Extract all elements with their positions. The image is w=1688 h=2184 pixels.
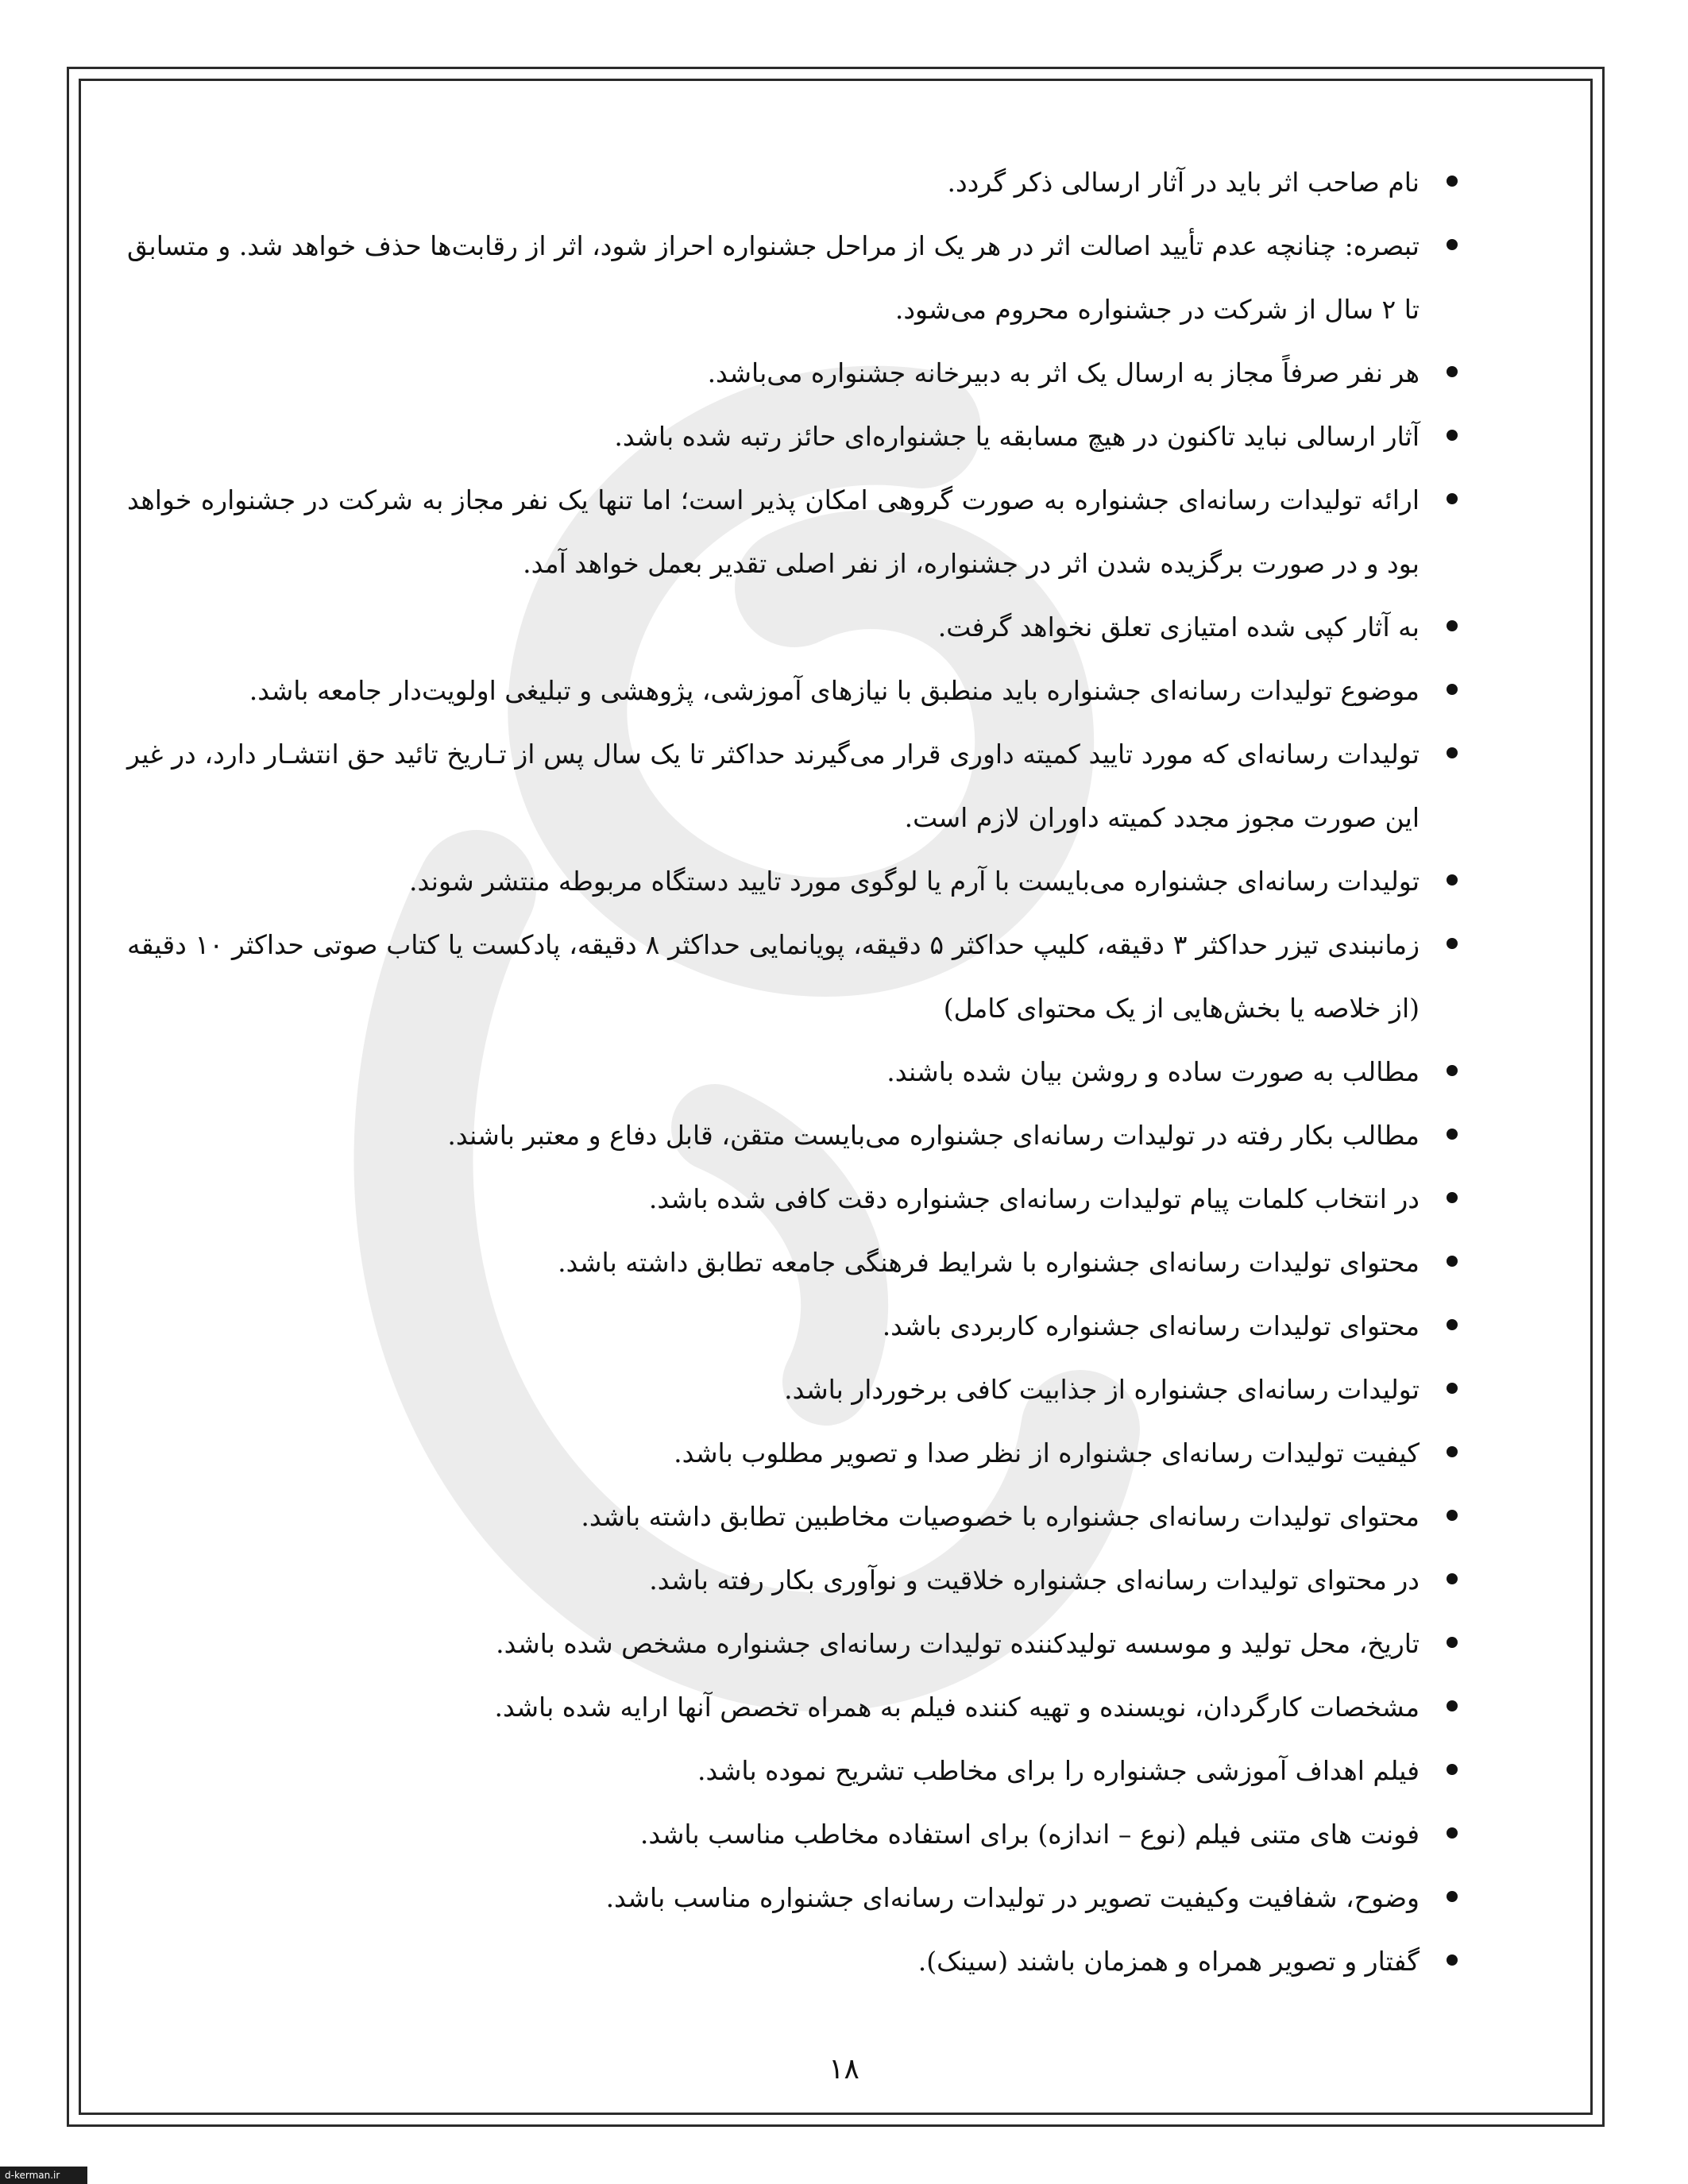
list-item-text: ارائه تولیدات رسانه‌ای جشنواره به صورت گروهی امکان پذیر است؛ اما تنها یک نفر مجاز به شرکت در جشنواره خواهد بود و در صورت برگزیده شدن اثر در جشنواره، از نفر اصلی تقدیر بعمل خواهد آمد. (127, 484, 1420, 579)
list-item (127, 1739, 1458, 1803)
bullet-icon (1447, 1256, 1458, 1267)
bullet-icon (1447, 1510, 1458, 1521)
list-item-text: فیلم اهداف آموزشی جشنواره را برای مخاطب تشریح نموده باشد. (697, 1755, 1420, 1786)
list-item (127, 1866, 1458, 1930)
list-item (127, 1231, 1458, 1295)
list-item-text: نام صاحب اثر باید در آثار ارسالی ذکر گردد. (947, 167, 1420, 198)
bullet-icon (1447, 430, 1458, 441)
list-item (127, 1676, 1458, 1739)
site-badge: d-kerman.ir (0, 2167, 87, 2184)
list-item-text: گفتار و تصویر همراه و همزمان باشند (سینک). (917, 1946, 1420, 1977)
bullet-icon (1447, 1129, 1458, 1140)
list-item-text: تولیدات رسانه‌ای که مورد تایید کمیته داوری قرار می‌گیرند حداکثر تا یک سال پس از تـاریخ تائید حق انتشـار دارد، در غیر این صورت مجوز مجدد کمیته داوران لازم است. (127, 739, 1420, 833)
list-item (127, 1167, 1458, 1231)
list-item-text: تولیدات رسانه‌ای جشنواره از جذابیت کافی برخوردار باشد. (784, 1374, 1420, 1405)
bullet-icon (1447, 1764, 1458, 1775)
list-item-text: محتوای تولیدات رسانه‌ای جشنواره کاربردی باشد. (882, 1310, 1420, 1341)
list-item-text: زمانبندی تیزر حداکثر ۳ دقیقه، کلیپ حداکثر ۵ دقیقه، پویانمایی حداکثر ۸ دقیقه، پادکست یا کتاب صوتی حداکثر ۱۰ دقیقه (از خلاصه یا بخش‌هایی از یک محتوای کامل) (127, 929, 1420, 1024)
page-number: ۱۸ (829, 2053, 859, 2086)
bullet-icon (1447, 239, 1458, 250)
bullet-icon (1447, 1192, 1458, 1203)
bullet-icon (1447, 1446, 1458, 1457)
bullet-icon (1447, 1637, 1458, 1648)
bullet-icon (1447, 1700, 1458, 1711)
list-item-text: کیفیت تولیدات رسانه‌ای جشنواره از نظر صدا و تصویر مطلوب باشد. (674, 1437, 1420, 1468)
list-item (127, 850, 1458, 913)
list-item-text: مطالب بکار رفته در تولیدات رسانه‌ای جشنواره می‌بایست متقن، قابل دفاع و معتبر باشند. (447, 1120, 1420, 1151)
list-item (127, 723, 1458, 850)
list-item-text: در انتخاب کلمات پیام تولیدات رسانه‌ای جشنواره دقت کافی شده باشد. (648, 1183, 1420, 1214)
bullet-icon (1447, 176, 1458, 187)
bullet-icon (1447, 1954, 1458, 1966)
list-item (127, 1104, 1458, 1167)
list-item-text: آثار ارسالی نباید تاکنون در هیچ مسابقه یا جشنواره‌ای حائز رتبه شده باشد. (614, 421, 1420, 452)
list-item (127, 1040, 1458, 1104)
list-item-text: هر نفر صرفاً مجاز به ارسال یک اثر به دبیرخانه جشنواره می‌باشد. (707, 357, 1420, 388)
list-item (127, 1549, 1458, 1612)
list-item-text: به آثار کپی شده امتیازی تعلق نخواهد گرفت. (937, 612, 1420, 642)
bullet-icon (1447, 1319, 1458, 1330)
list-item (127, 913, 1458, 1040)
list-item (127, 341, 1458, 405)
list-item-text: فونت های متنی فیلم (نوع – اندازه) برای استفاده مخاطب مناسب باشد. (639, 1819, 1420, 1850)
list-item (127, 1612, 1458, 1676)
list-item-text: محتوای تولیدات رسانه‌ای جشنواره با خصوصیات مخاطبین تطابق داشته باشد. (581, 1501, 1420, 1532)
list-item-text: تبصره: چنانچه عدم تأیید اصالت اثر در هر یک از مراحل جشنواره احراز شود، اثر از رقابت‌ها حذف خواهد شد. و متسابق تا ۲ سال از شرکت در جشنواره محروم می‌شود. (127, 230, 1420, 325)
bullet-icon (1447, 1827, 1458, 1839)
list-item-text: در محتوای تولیدات رسانه‌ای جشنواره خلاقیت و نوآوری بکار رفته باشد. (649, 1565, 1420, 1596)
list-item (127, 1803, 1458, 1866)
bullet-icon (1447, 874, 1458, 886)
list-item (127, 1930, 1458, 1993)
list-item (127, 659, 1458, 723)
list-item (127, 1295, 1458, 1358)
bullet-icon (1447, 493, 1458, 504)
list-item (127, 1358, 1458, 1422)
list-item (127, 1485, 1458, 1549)
list-item (127, 596, 1458, 659)
list-item-text: موضوع تولیدات رسانه‌ای جشنواره باید منطبق با نیازهای آموزشی، پژوهشی و تبلیغی اولویت‌دار جامعه باشد. (249, 675, 1420, 706)
bullet-icon (1447, 1573, 1458, 1584)
list-item (127, 151, 1458, 214)
list-item (127, 405, 1458, 469)
bullet-icon (1447, 1383, 1458, 1394)
list-item-text: وضوح، شفافیت وکیفیت تصویر در تولیدات رسانه‌ای جشنواره مناسب باشد. (605, 1882, 1420, 1913)
list-item-text: محتوای تولیدات رسانه‌ای جشنواره با شرایط فرهنگی جامعه تطابق داشته باشد. (558, 1247, 1420, 1278)
list-item-text: مشخصات کارگردان، نویسنده و تهیه کننده فیلم به همراه تخصص آنها ارایه شده باشد. (494, 1692, 1420, 1723)
list-item-text: تولیدات رسانه‌ای جشنواره می‌بایست با آرم یا لوگوی مورد تایید دستگاه مربوطه منتشر شوند. (408, 866, 1420, 897)
bullet-icon (1447, 620, 1458, 631)
list-item (127, 1422, 1458, 1485)
bullet-icon (1447, 1065, 1458, 1076)
list-item-text: مطالب به صورت ساده و روشن بیان شده باشند. (886, 1056, 1420, 1087)
bullet-icon (1447, 938, 1458, 949)
bullet-icon (1447, 747, 1458, 758)
list-item (127, 469, 1458, 596)
list-item (127, 214, 1458, 341)
list-item-text: تاریخ، محل تولید و موسسه تولیدکننده تولیدات رسانه‌ای جشنواره مشخص شده باشد. (496, 1628, 1420, 1659)
bullet-icon (1447, 1891, 1458, 1902)
bullet-icon (1447, 366, 1458, 377)
document-body (127, 151, 1458, 1993)
bullet-icon (1447, 684, 1458, 695)
requirements-list (127, 151, 1458, 1993)
